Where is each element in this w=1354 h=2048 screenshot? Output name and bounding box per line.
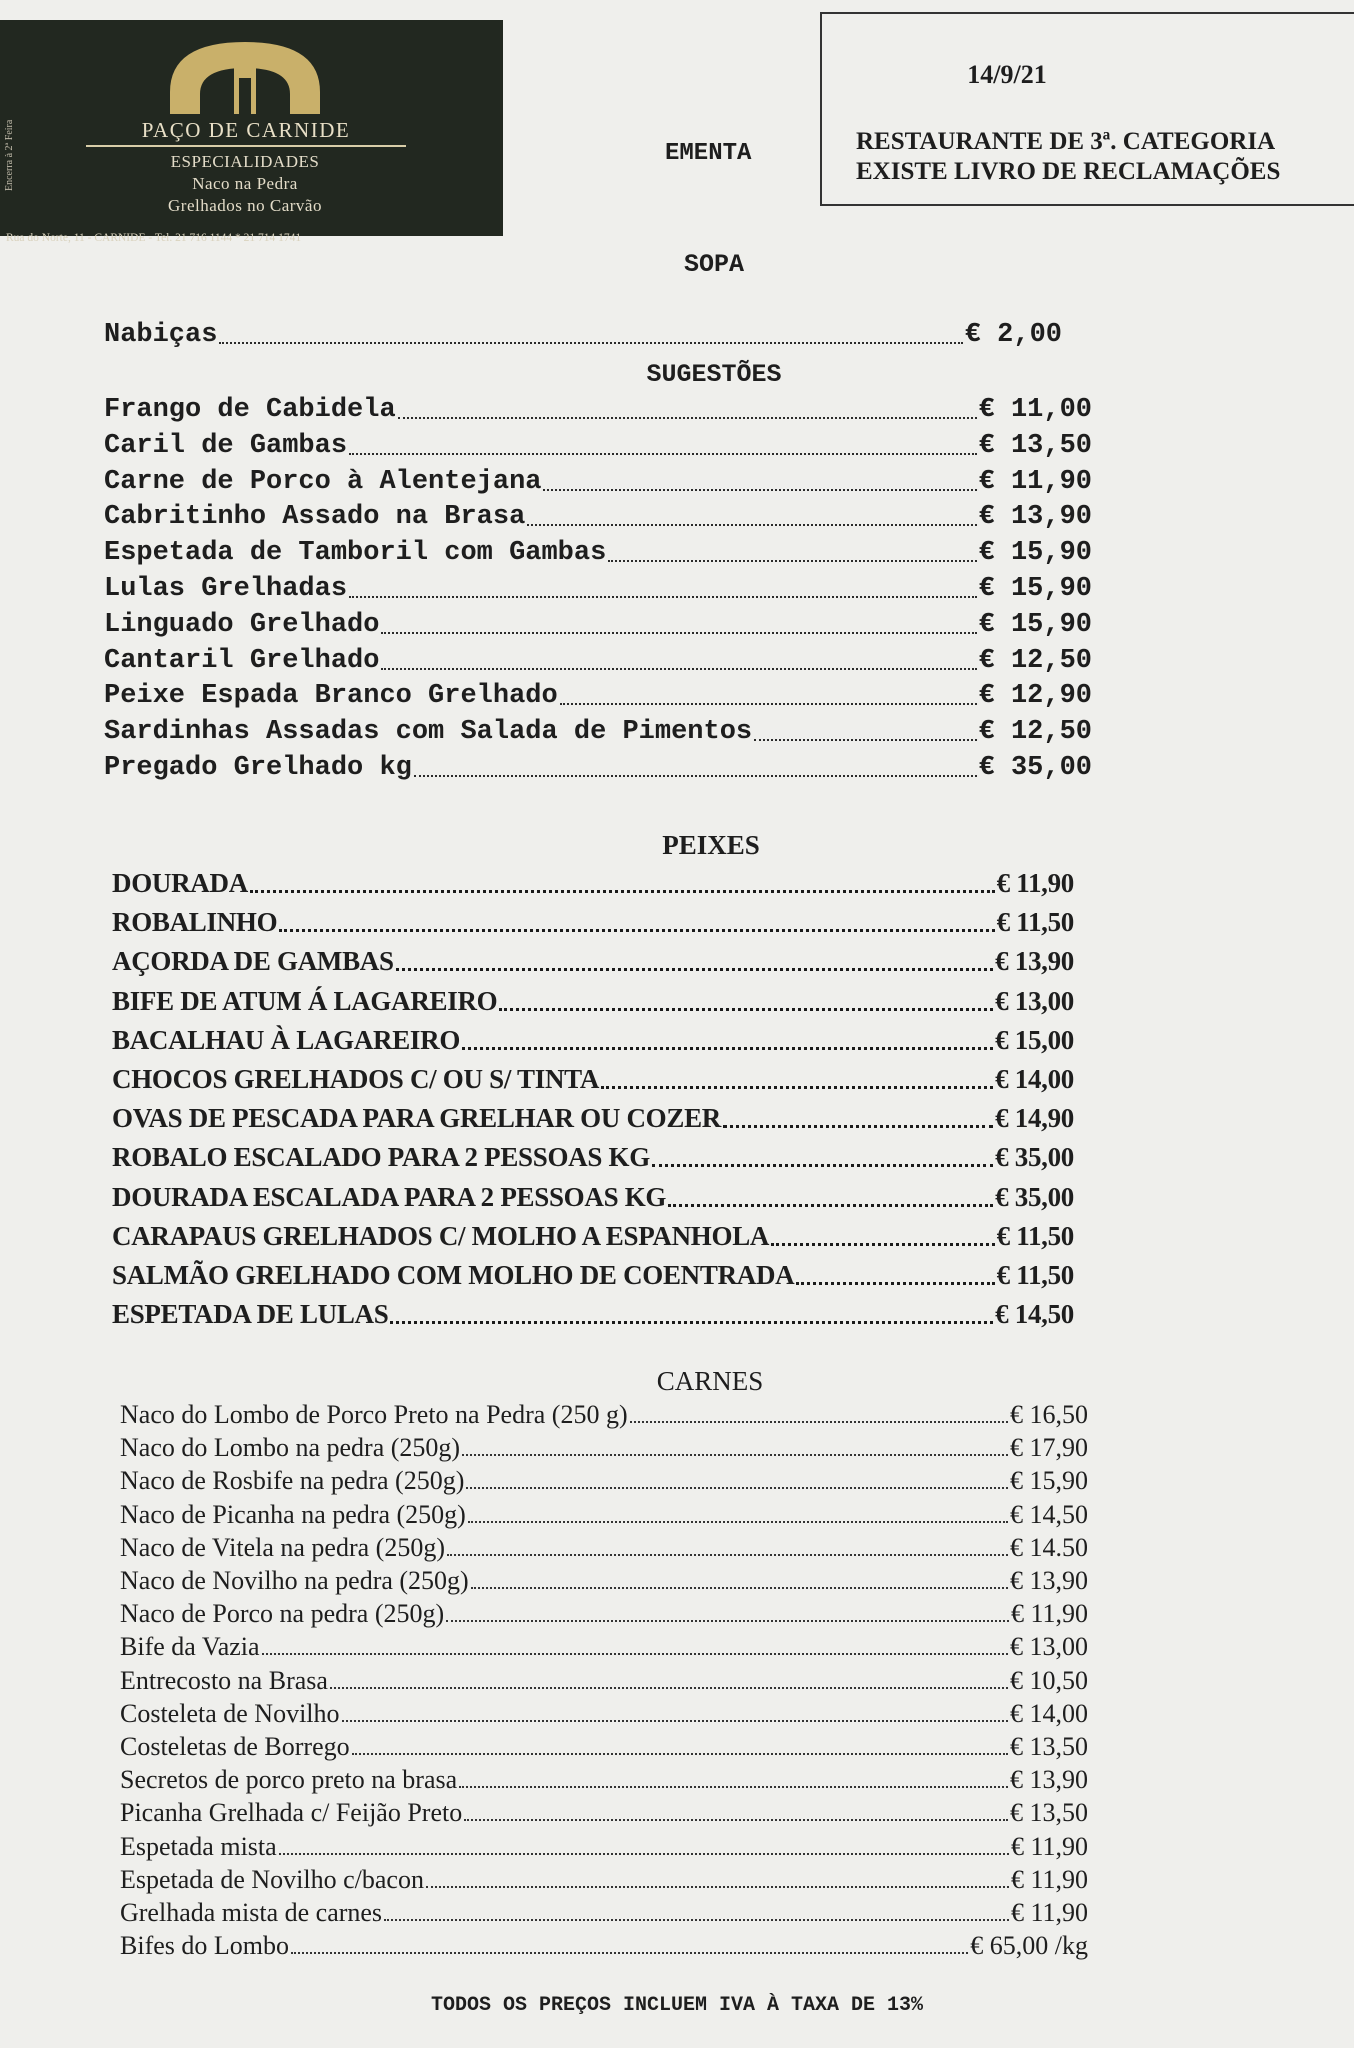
item-price: € 17,90 (1010, 1433, 1088, 1463)
item-price: € 11,90 (996, 868, 1074, 898)
dot-leader (349, 453, 977, 455)
menu-item (112, 1221, 1074, 1252)
item-name: Espetada de Novilho c/bacon (120, 1864, 424, 1894)
item-name: Naco de Vitela na pedra (250g) (120, 1532, 445, 1562)
item-price: € 14,50 (1010, 1499, 1088, 1529)
menu-date: 14/9/21 (967, 60, 1047, 89)
item-name: Entrecosto na Brasa (120, 1665, 328, 1695)
dot-leader (471, 1587, 1008, 1589)
info-box (820, 12, 1354, 206)
dot-leader (723, 1125, 993, 1128)
menu-item (120, 1400, 1088, 1430)
item-name: Grelhada mista de carnes (120, 1898, 383, 1927)
section-title-sopa: SOPA (683, 250, 744, 279)
item-name: CHOCOS GRELHADOS C/ OU S/ TINTA (112, 1064, 600, 1094)
restaurant-logo (0, 20, 503, 244)
dot-leader (543, 489, 976, 491)
menu-item (104, 646, 1092, 676)
dot-leader (466, 1487, 1008, 1489)
menu-item (120, 1732, 1088, 1762)
item-name: Naco de Porco na pedra (250g) (120, 1599, 445, 1629)
item-price: € 11,90 (1010, 1864, 1088, 1894)
dot-leader (384, 1919, 1009, 1921)
item-name: Costeletas de Borrego (120, 1732, 350, 1761)
item-price: € 35,00 (995, 1181, 1074, 1212)
dot-leader (342, 1720, 1008, 1722)
item-name: Cantaril Grelhado (104, 645, 380, 676)
item-price: € 12,50 (978, 645, 1092, 676)
dot-leader (352, 1753, 1008, 1755)
item-name: BIFE DE ATUM Á LAGAREIRO (112, 985, 498, 1016)
item-name: Sardinhas Assadas com Salada de Pimentos (104, 717, 753, 748)
dot-leader (652, 1164, 993, 1167)
item-price: € 14,00 (1010, 1698, 1088, 1728)
menu-item (112, 1182, 1074, 1213)
menu-item (112, 868, 1074, 899)
menu-item (120, 1466, 1088, 1496)
menu-item (104, 431, 1092, 461)
item-name: Secretos de porco preto na brasa (120, 1765, 458, 1795)
menu-item (112, 1299, 1074, 1330)
item-price: € 15,90 (1010, 1466, 1088, 1496)
dot-leader (499, 1008, 993, 1011)
item-name: Naco de Picanha na pedra (250g) (120, 1499, 466, 1529)
item-name: Naco do Lombo de Porco Preto na Pedra (250 g) (120, 1400, 628, 1429)
item-name: BACALHAU À LAGAREIRO (112, 1024, 461, 1055)
menu-item (112, 1064, 1074, 1095)
item-price: € 13,90 (995, 946, 1074, 977)
dot-leader (381, 668, 976, 670)
menu-item (120, 1433, 1088, 1463)
menu-item (104, 610, 1092, 640)
item-price: € 14,90 (995, 1103, 1074, 1134)
item-price: € 11,50 (996, 907, 1074, 938)
menu-item (104, 395, 1092, 425)
item-price: € 13,90 (978, 502, 1092, 533)
menu-item (120, 1765, 1088, 1795)
menu-item (104, 538, 1092, 568)
item-name: AÇORDA DE GAMBAS (112, 946, 394, 977)
item-name: Lulas Grelhadas (104, 574, 348, 604)
dot-leader (414, 775, 977, 777)
category-line: RESTAURANTE DE 3ª. CATEGORIA (856, 128, 1276, 155)
item-name: SALMÃO GRELHADO COM MOLHO DE COENTRADA (112, 1260, 795, 1290)
item-name: Bifes do Lombo (120, 1931, 289, 1961)
menu-item (120, 1798, 1088, 1828)
dot-leader (390, 1321, 993, 1324)
dot-leader (608, 560, 976, 562)
item-price: € 13,00 (995, 985, 1074, 1016)
menu-item (120, 1865, 1088, 1895)
item-price: € 14,00 (995, 1064, 1074, 1094)
menu-item (104, 574, 1092, 604)
menu-item (104, 717, 1092, 747)
menu-item (112, 986, 1074, 1017)
item-name: Carne de Porco à Alentejana (104, 466, 542, 497)
dot-leader (349, 596, 977, 598)
item-price: € 16,50 (1010, 1400, 1088, 1429)
menu-title: EMENTA (665, 140, 752, 167)
menu-item (112, 1142, 1074, 1173)
menu-item (104, 681, 1092, 711)
item-price: € 15,00 (995, 1024, 1074, 1055)
logo-address: Rua do Norte, 11 - CARNIDE - Tel. 21 716 1144 * 21 714 1741 (6, 232, 302, 244)
section-title-carnes: CARNES (656, 1366, 764, 1396)
item-price: € 12,50 (978, 717, 1092, 748)
menu-item (120, 1599, 1088, 1629)
logo-side-text: Encerra à 2ª Feira (4, 119, 15, 191)
menu-item (120, 1666, 1088, 1696)
section-title-peixes: PEIXES (662, 830, 760, 860)
item-price: € 65,00 /kg (970, 1931, 1088, 1961)
item-name: CARAPAUS GRELHADOS C/ MOLHO A ESPANHOLA (112, 1220, 770, 1251)
item-name: Caril de Gambas (104, 430, 348, 461)
dot-leader (560, 703, 977, 705)
menu-item (104, 467, 1092, 497)
item-name: Pregado Grelhado kg (104, 753, 412, 783)
menu-item (120, 1699, 1088, 1729)
dot-leader (771, 1243, 994, 1246)
menu-item (120, 1566, 1088, 1596)
item-price: € 13,50 (1010, 1732, 1088, 1761)
menu-item (120, 1533, 1088, 1563)
item-price: € 14,50 (995, 1299, 1074, 1330)
dot-leader (398, 417, 977, 419)
dot-leader (459, 1786, 1008, 1788)
item-price: € 15,90 (978, 609, 1092, 640)
item-price: € 13,50 (1010, 1798, 1088, 1828)
item-name: DOURADA ESCALADA PARA 2 PESSOAS KG (112, 1181, 667, 1212)
item-name: DOURADA (112, 868, 248, 898)
item-price: € 11,90 (978, 466, 1092, 497)
item-price: € 15,90 (978, 574, 1092, 604)
menu-item (112, 907, 1074, 938)
menu-item (104, 502, 1092, 532)
item-name: Naco de Novilho na pedra (250g) (120, 1566, 469, 1595)
menu-item (112, 1103, 1074, 1134)
item-name: Espetada mista (120, 1831, 277, 1861)
dot-leader (630, 1421, 1008, 1423)
dot-leader (601, 1086, 993, 1089)
dot-leader (754, 739, 976, 741)
dot-leader (446, 1620, 1009, 1622)
menu-item (120, 1832, 1088, 1862)
logo-specialties: ESPECIALIDADES (170, 152, 320, 171)
item-price: € 11,00 (978, 395, 1092, 425)
item-price: € 11,50 (996, 1220, 1074, 1251)
menu-item (120, 1898, 1088, 1928)
item-name: Frango de Cabidela (104, 395, 396, 425)
logo-naco: Naco na Pedra (192, 174, 298, 193)
complaints-line: EXISTE LIVRO DE RECLAMAÇÕES (856, 158, 1281, 185)
dot-leader (279, 1853, 1009, 1855)
item-price: € 10,50 (1010, 1665, 1088, 1695)
menu-item (112, 1260, 1074, 1291)
dot-leader (468, 1521, 1008, 1523)
item-price: € 13,50 (978, 430, 1092, 461)
item-name: ROBALINHO (112, 907, 278, 938)
item-name: ROBALO ESCALADO PARA 2 PESSOAS KG (112, 1142, 650, 1173)
item-price: € 35,00 (995, 1142, 1074, 1173)
item-price: € 11,90 (1010, 1599, 1088, 1629)
item-price: € 13,90 (1010, 1765, 1088, 1795)
item-price: € 12,90 (978, 681, 1092, 712)
item-name: Linguado Grelhado (104, 609, 380, 640)
dot-leader (426, 1886, 1009, 1888)
item-name: Naco de Rosbife na pedra (250g) (120, 1466, 465, 1496)
dot-leader (262, 1653, 1008, 1655)
item-price: € 14.50 (1010, 1532, 1088, 1562)
item-price: € 11,90 (1010, 1831, 1088, 1861)
dot-leader (668, 1204, 993, 1207)
item-name: Bife da Vazia (120, 1632, 260, 1662)
dot-leader (396, 968, 993, 971)
item-name: Costeleta de Novilho (120, 1698, 340, 1728)
menu-item (120, 1931, 1088, 1961)
dot-leader (250, 890, 995, 893)
item-name: Espetada de Tamboril com Gambas (104, 538, 607, 569)
dot-leader (291, 1952, 968, 1954)
dot-leader (330, 1687, 1008, 1689)
item-price: € 11,50 (996, 1260, 1074, 1290)
section-title-sugestoes: SUGESTÕES (646, 360, 782, 389)
item-name: Picanha Grelhada c/ Feijão Preto (120, 1798, 463, 1828)
item-price: € 15,90 (978, 538, 1092, 569)
dot-leader (462, 1047, 993, 1050)
dot-leader (464, 1819, 1008, 1821)
item-price: € 13,90 (1010, 1566, 1088, 1595)
dot-leader (796, 1282, 994, 1285)
dot-leader (279, 929, 994, 932)
logo-grelhados: Grelhados no Carvão (168, 196, 322, 215)
item-name: Peixe Espada Branco Grelhado (104, 681, 558, 712)
arch-emblem-icon (160, 34, 330, 116)
item-price: € 13,00 (1010, 1632, 1088, 1662)
item-price: € 35,00 (978, 753, 1092, 783)
item-name: ESPETADA DE LULAS (112, 1299, 389, 1330)
menu-item (120, 1500, 1088, 1530)
dot-leader (462, 1454, 1008, 1456)
dot-leader (527, 524, 976, 526)
item-name: Naco do Lombo na pedra (250g) (120, 1433, 461, 1463)
menu-item (104, 753, 1092, 783)
logo-name: PAÇO DE CARNIDE (86, 118, 406, 147)
item-name: Cabritinho Assado na Brasa (104, 502, 526, 533)
menu-item (120, 1632, 1088, 1662)
dot-leader (381, 632, 976, 634)
footer-note: TODOS OS PREÇOS INCLUEM IVA À TAXA DE 13% (430, 1994, 924, 2017)
dot-leader (447, 1554, 1008, 1556)
item-price: € 11,90 (1010, 1898, 1088, 1927)
menu-item (112, 946, 1074, 977)
menu-item: Nabiças € 2,00 (104, 320, 1062, 350)
menu-item (112, 1025, 1074, 1056)
item-name: OVAS DE PESCADA PARA GRELHAR OU COZER (112, 1103, 721, 1134)
